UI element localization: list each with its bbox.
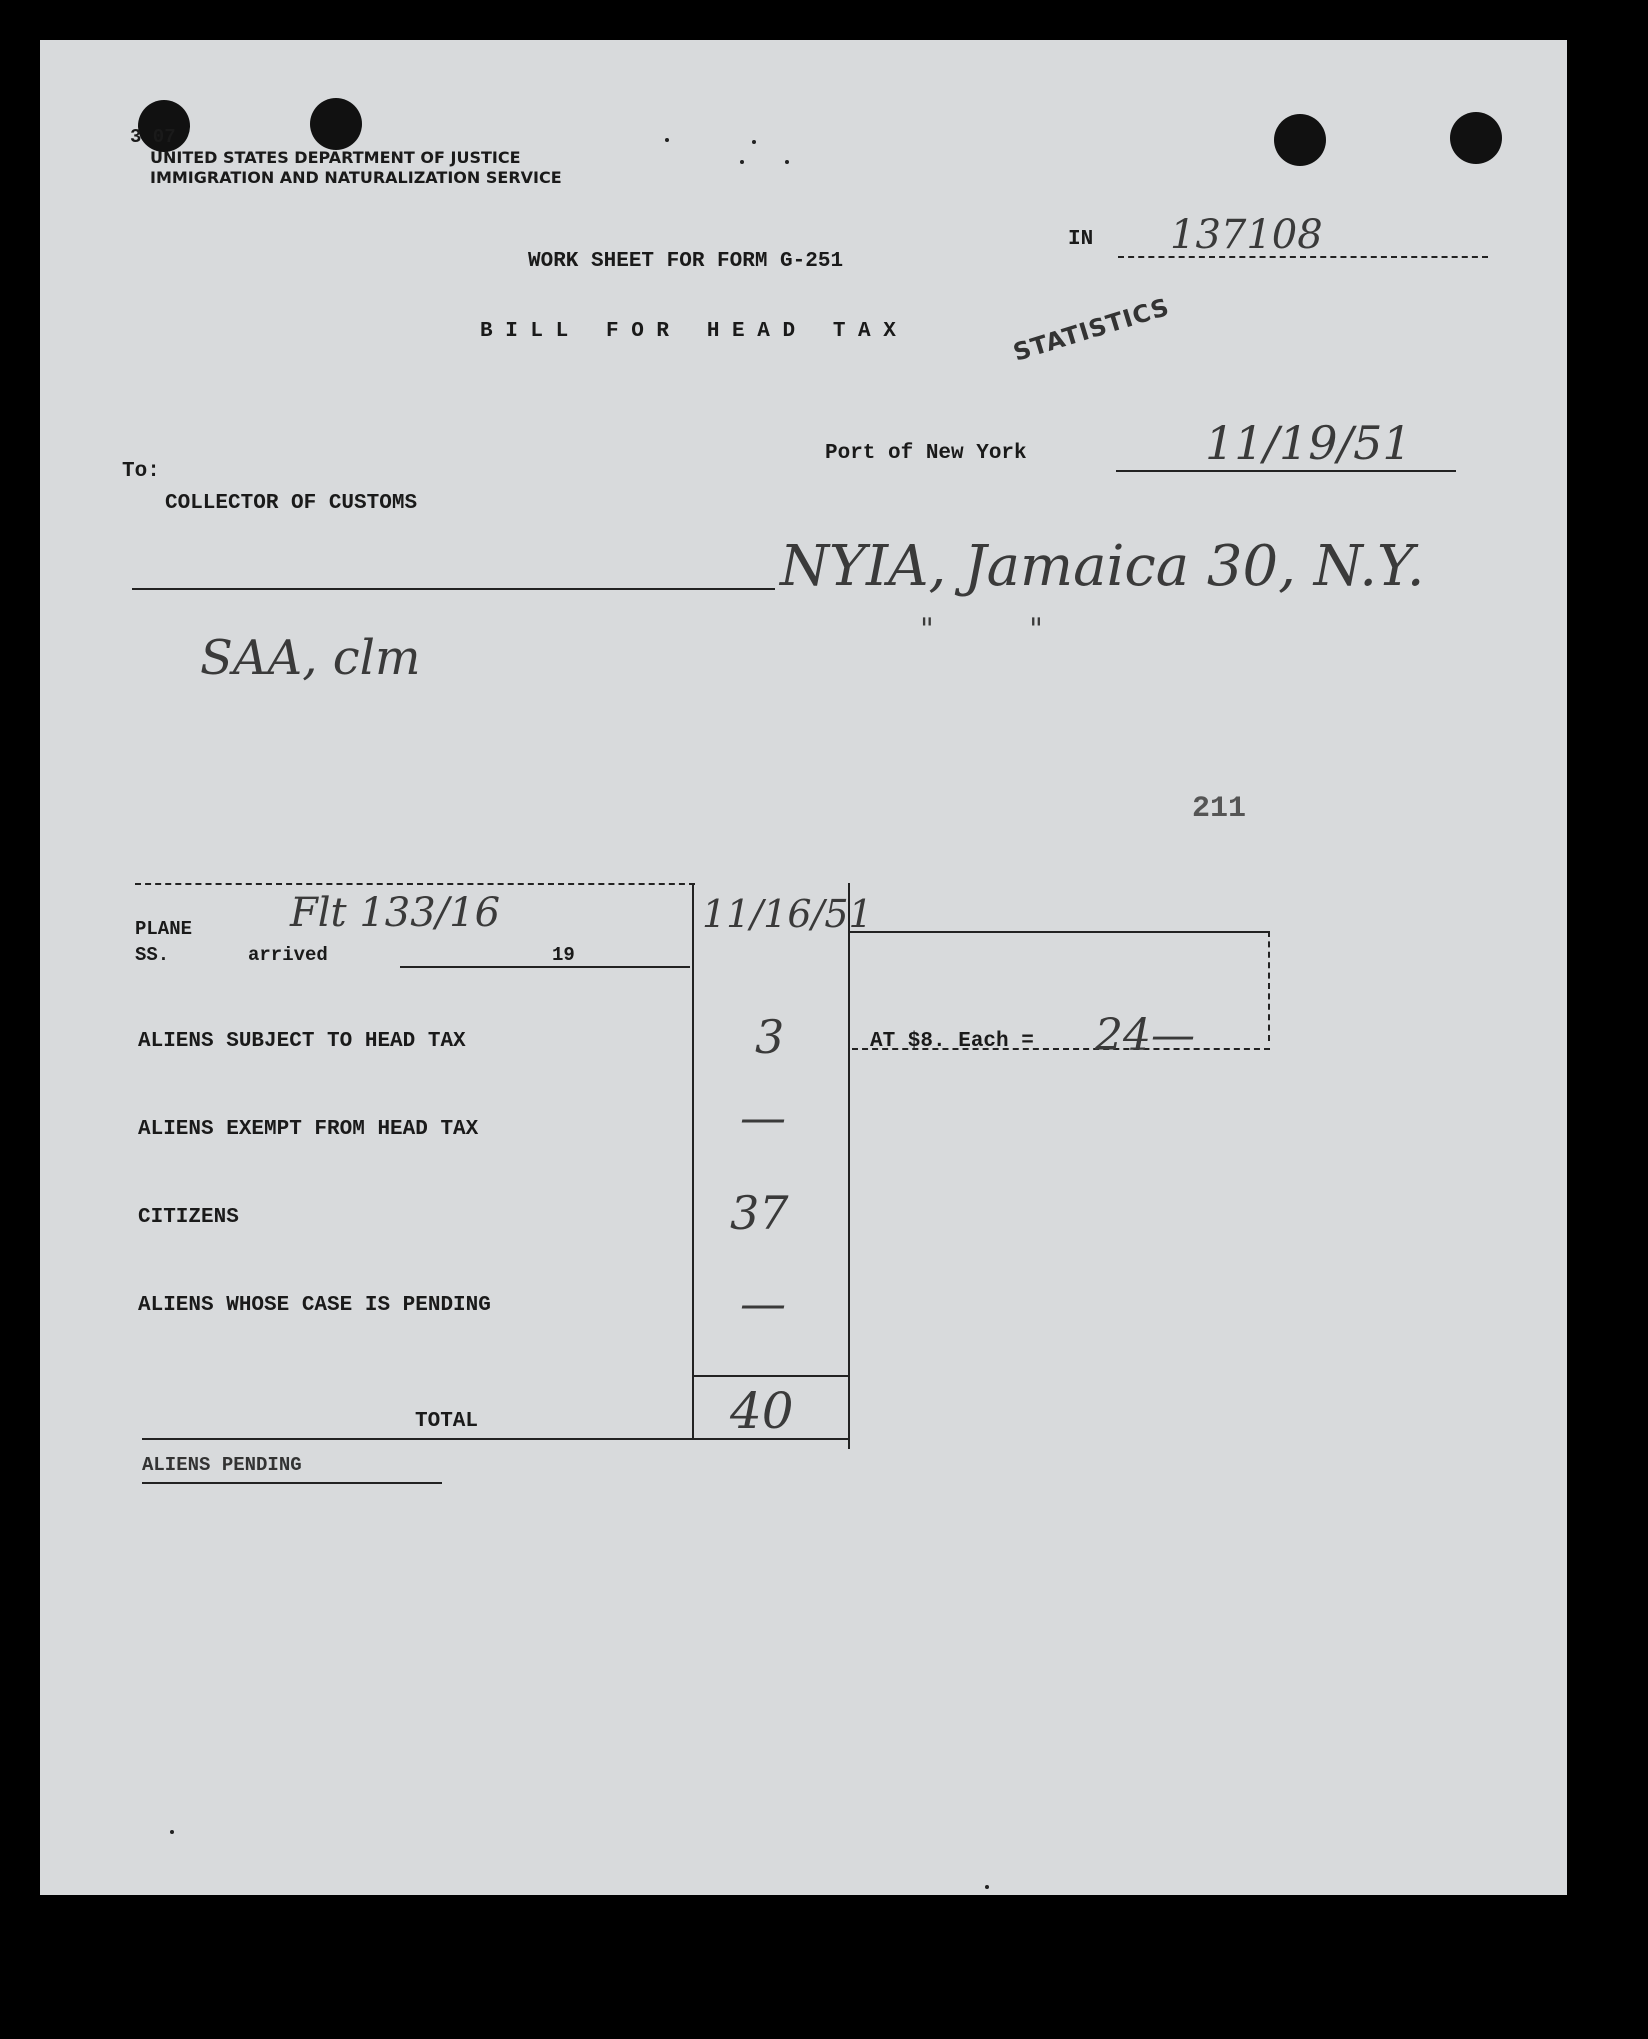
in-number: 137108 xyxy=(1170,212,1323,258)
year-prefix: 19 xyxy=(552,944,575,966)
document-page xyxy=(40,40,1567,1895)
service-name: IMMIGRATION AND NATURALIZATION SERVICE xyxy=(150,168,562,187)
port-date-line xyxy=(1116,470,1456,472)
port-date: 11/19/51 xyxy=(1205,416,1412,470)
department-name: UNITED STATES DEPARTMENT OF JUSTICE xyxy=(150,148,521,167)
port-label: Port of New York xyxy=(825,442,1027,465)
form-title: WORK SHEET FOR FORM G-251 xyxy=(528,250,844,273)
in-label: IN xyxy=(1068,228,1094,251)
total-label: TOTAL xyxy=(415,1410,479,1433)
total-top-line xyxy=(692,1375,848,1377)
rate-box-right xyxy=(1268,931,1270,1041)
speck xyxy=(985,1885,989,1889)
statistics-stamp: STATISTICS xyxy=(1010,292,1173,367)
file-number: 3 07 xyxy=(130,126,176,148)
rate-label: AT $8. Each = xyxy=(870,1030,1034,1053)
to-label: To: xyxy=(122,460,160,483)
handwritten-address: NYIA, Jamaica 30, N.Y. xyxy=(780,534,1425,599)
row-value-subject: 3 xyxy=(755,1010,785,1064)
row-label-citizens: CITIZENS xyxy=(138,1206,239,1229)
punch-hole-2 xyxy=(310,98,362,150)
row-value-citizens: 37 xyxy=(730,1186,789,1240)
in-number-line xyxy=(1118,256,1488,258)
flight-value: Flt 133/16 xyxy=(290,890,501,936)
handwritten-carrier: SAA, clm xyxy=(200,630,421,686)
row-label-pending: ALIENS WHOSE CASE IS PENDING xyxy=(138,1294,491,1317)
column-divider-right xyxy=(848,883,850,1449)
speck xyxy=(665,138,669,142)
aliens-pending-label: ALIENS PENDING xyxy=(142,1454,302,1476)
arrived-line xyxy=(400,966,690,968)
ditto-marks: " " xyxy=(920,612,1043,647)
form-subtitle: B I L L F O R H E A D T A X xyxy=(480,320,896,343)
speck xyxy=(170,1830,174,1834)
ss-label: SS. xyxy=(135,944,170,966)
row-value-exempt: — xyxy=(740,1090,786,1144)
speck xyxy=(785,160,789,164)
column-divider-left xyxy=(692,883,694,1439)
punch-hole-3 xyxy=(1274,114,1326,166)
row-label-exempt: ALIENS EXEMPT FROM HEAD TAX xyxy=(138,1118,479,1141)
total-value: 40 xyxy=(730,1382,794,1440)
row-value-pending: — xyxy=(740,1276,786,1330)
aliens-pending-line xyxy=(142,1482,442,1484)
address-line xyxy=(132,588,775,590)
row-label-subject: ALIENS SUBJECT TO HEAD TAX xyxy=(138,1030,466,1053)
arrival-date: 11/16/51 xyxy=(702,892,873,936)
rate-box-top xyxy=(848,931,1270,933)
punch-hole-4 xyxy=(1450,112,1502,164)
plane-label: PLANE xyxy=(135,918,193,940)
rate-value: 24— xyxy=(1095,1010,1195,1061)
speck xyxy=(740,160,744,164)
arrived-label: arrived xyxy=(248,944,328,966)
margin-number: 211 xyxy=(1192,792,1247,826)
recipient-name: COLLECTOR OF CUSTOMS xyxy=(165,492,418,515)
table-top-line xyxy=(135,883,695,885)
speck xyxy=(752,140,756,144)
